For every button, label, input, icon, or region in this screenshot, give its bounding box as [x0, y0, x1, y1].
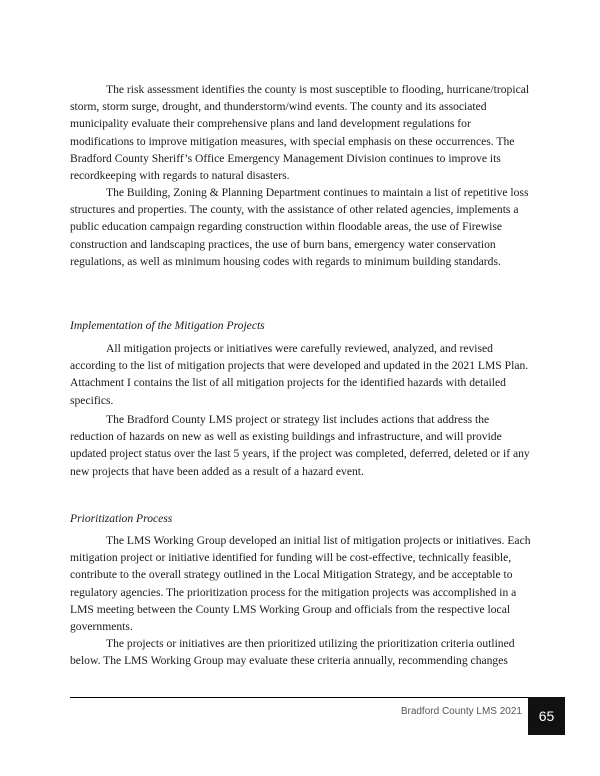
footer-title: Bradford County LMS 2021 — [400, 706, 522, 717]
footer-divider — [70, 697, 530, 698]
page-number: 65 — [528, 697, 565, 735]
paragraph-implementation-1: All mitigation projects or initiatives were carefully reviewed, analyzed, and revised according to the list of mitigation projects that were developed and updated in the 2021 LMS Plan. Attachment I contains the list of all mitigation projects for the identified hazards with detailed specifics. — [70, 342, 529, 407]
paragraph-prioritization-2: The projects or initiatives are then prioritized utilizing the prioritization criteria outlined below. The LMS Working Group may evaluate these criteria annually, recommending changes — [70, 637, 515, 668]
heading-prioritization: Prioritization Process — [70, 512, 173, 525]
paragraph-prioritization-1: The LMS Working Group developed an initial list of mitigation projects or initiatives. Each mitigation project or initiative identified for funding will be cost-effective, technically feasible, contribute to the overall strategy outlined in the Local Mitigation Strategy, and be acceptable to regulatory agencies. The prioritization process for the mitigation projects was accomplished in a LMS meeting between the County LMS Working Group and officials from the respective local governments. — [70, 534, 531, 634]
paragraph-risk-assessment: The risk assessment identifies the county is most susceptible to flooding, hurricane/tropical storm, storm surge, drought, and thunderstorm/wind events. The county and its associated municipality evaluate their comprehensive plans and land development regulations for modifications to improve mitigation measures, with special emphasis on these occurrences. The Bradford County Sheriff’s Office Emergency Management Division continues to improve its recordkeeping with regards to natural disasters. — [70, 83, 530, 183]
paragraph-building-zoning: The Building, Zoning & Planning Department continues to maintain a list of repetitive loss structures and properties. The county, with the assistance of other related agencies, implements a public education campaign regarding construction within floodable areas, the use of Firewise construction and landscaping practices, the use of burn bans, emergency water conservation regulations, as well as minimum housing codes with regards to minimum building standards. — [70, 186, 529, 268]
heading-implementation: Implementation of the Mitigation Projects — [70, 319, 265, 332]
paragraph-implementation-2: The Bradford County LMS project or strategy list includes actions that address the reduction of hazards on new as well as existing buildings and infrastructure, and will provide updated project status over the last 5 years, if the project was completed, deferred, deleted or if any new projects that have been added as a result of a hazard event. — [70, 413, 530, 478]
